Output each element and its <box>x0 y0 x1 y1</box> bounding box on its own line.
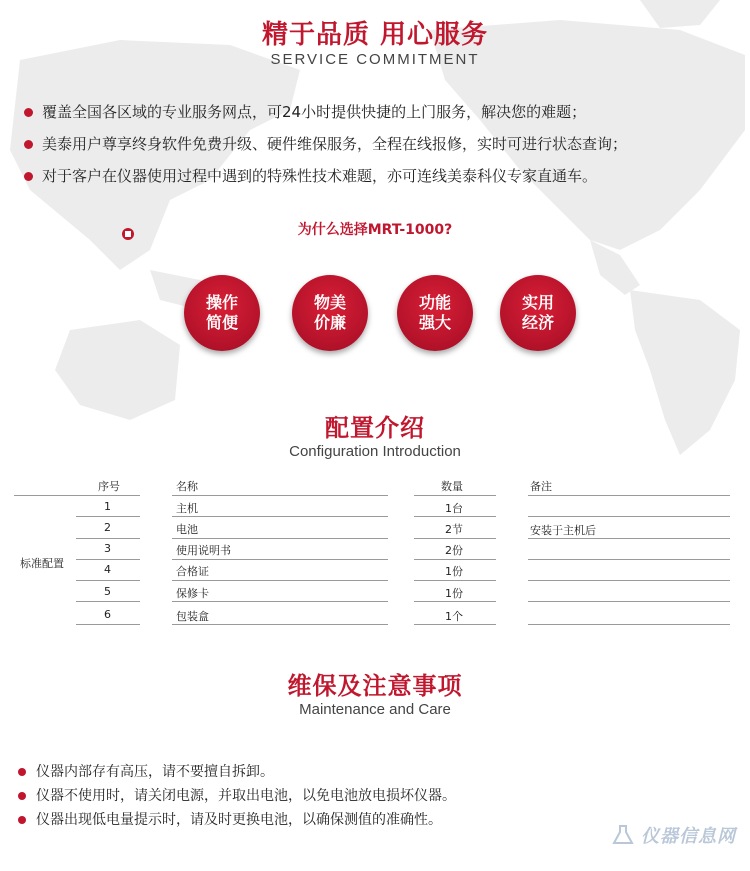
header-index: 序号 <box>98 480 120 493</box>
maintenance-subtitle: Maintenance and Care <box>299 701 451 718</box>
bullet-icon <box>24 172 33 181</box>
why-choose-heading: 为什么选择MRT-1000? <box>297 222 453 238</box>
bullet-icon <box>18 792 26 800</box>
bullet-icon <box>24 140 33 149</box>
config-subtitle: Configuration Introduction <box>289 443 461 460</box>
service-title: 精于品质 用心服务 <box>261 20 489 50</box>
header-note: 备注 <box>530 480 552 493</box>
list-item: 美泰用户尊享终身软件免费升级、硬件维保服务，全程在线报修，实时可进行状态查询； <box>24 132 627 164</box>
service-commitment-list <box>24 100 627 196</box>
header-qty: 数量 <box>441 480 463 493</box>
header-name: 名称 <box>176 480 198 493</box>
feature-badge-value: 物美 价廉 <box>292 275 368 351</box>
bullet-icon <box>18 816 26 824</box>
maintenance-title: 维保及注意事项 <box>287 672 463 700</box>
list-item: 仪器内部存有高压，请不要擅自拆卸。 <box>18 761 456 785</box>
feature-badge-easy: 操作 简便 <box>184 275 260 351</box>
feature-badge-economical: 实用 经济 <box>500 275 576 351</box>
maintenance-list <box>18 761 456 833</box>
list-item: 仪器不使用时，请关闭电源，并取出电池，以免电池放电损坏仪器。 <box>18 785 456 809</box>
feature-badge-powerful: 功能 强大 <box>397 275 473 351</box>
bullet-icon <box>24 108 33 117</box>
group-label: 标准配置 <box>20 557 64 570</box>
list-item: 对于客户在仪器使用过程中遇到的特殊性技术难题，亦可连线美泰科仪专家直通车。 <box>24 164 627 196</box>
list-item: 仪器出现低电量提示时，请及时更换电池，以确保测值的准确性。 <box>18 809 456 833</box>
config-title: 配置介绍 <box>325 414 425 442</box>
service-subtitle: SERVICE COMMITMENT <box>270 51 480 68</box>
list-item: 覆盖全国各区域的专业服务网点，可24小时提供快捷的上门服务，解决您的难题； <box>24 100 627 132</box>
watermark-logo: 仪器信息网 <box>612 822 736 848</box>
flask-icon <box>612 824 634 846</box>
bullet-icon <box>18 768 26 776</box>
